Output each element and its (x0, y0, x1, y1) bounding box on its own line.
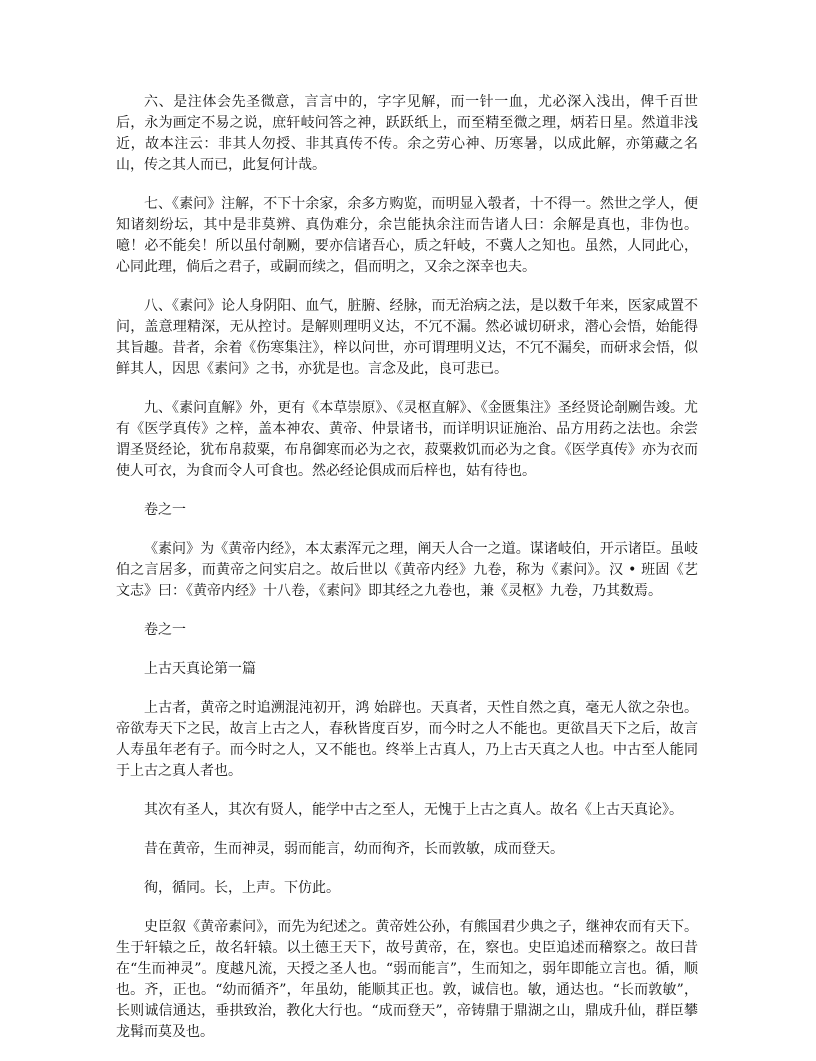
volume-heading-repeat: 卷之一 (144, 622, 186, 638)
paragraph-suwen-intro: 《素问》为《黄帝内经》，本太素浑元之理，阐天人合一之道。谋诸岐伯，开示诸臣。虽岐伯之言居多，而黄帝之问实启之。故后世以《黄帝内经》九卷，称为《素问》。汉 • 班固《艺文志》曰：《黄帝内经》十八卷，《素问》即其经之九卷也，兼《灵枢》九卷，乃其数焉。 (116, 541, 698, 599)
paragraph-note-8: 八、《素问》论人身阴阳、血气，脏腑、经脉，而无治病之法，是以数千年来，医家咸置不问，盖意理精深，无从控讨。是解则理明义达，不冗不漏。然必诚切研求，潜心会悟，始能得其旨趣。昔者，余着《伤寒集注》，梓以问世，亦可谓理明义达，不冗不漏矣，而研求会悟，似鲜其人，因思《素问》之书，亦犹是也。言念及此，良可悲已。 (116, 298, 698, 377)
paragraph-chapter-name: 其次有圣人，其次有贤人，能学中古之至人，无愧于上古之真人。故名《上古天真论》。 (144, 802, 683, 818)
chapter-title: 上古天真论第一篇 (144, 661, 256, 677)
paragraph-commentary: 史臣叙《黄帝素问》，而先为纪述之。黄帝姓公孙，有熊国君少典之子，继神农而有天下。生于轩辕之丘，故名轩辕。以土德王天下，故号黄帝，在，察也。史臣追述而稽察之。故曰昔在“生而神灵”。度越凡流，天授之圣人也。“弱而能言”，生而知之，弱年即能立言也。循，顺也。齐，正也。“幼而循齐”，年虽幼，能顺其正也。敦，诚信也。敏，通达也。“长而敦敏”，长则诚信通达，垂拱致治，教化大行也。“成而登天”，帝铸鼎于鼎湖之山，鼎成升仙，群臣攀龙髯而莫及也。 (116, 919, 698, 1040)
document-page (116, 92, 698, 1061)
paragraph-classic-text: 昔在黄帝，生而神灵，弱而能言，幼而徇齐，长而敦敏，成而登天。 (144, 841, 564, 857)
paragraph-note-6: 六、是注体会先圣微意，言言中的，字字见解，而一针一血，尤必深入浅出，俾千百世后，永为画定不易之说，庶轩岐问答之神，跃跃纸上，而至精至微之理，炳若日星。然道非浅近，故本注云：非其人勿授、非其真传不传。余之劳心神、历寒暑，以成此解，亦第藏之名山，传之其人而已，此复何计哉。 (116, 94, 698, 173)
paragraph-chapter-intro: 上古者，黄帝之时追溯混沌初开，鸿 始辟也。天真者，天性自然之真，毫无人欲之杂也。帝欲寿天下之民，故言上古之人，春秋皆度百岁，而今时之人不能也。更欲昌天下之后，故言人寿虽年老有子。而今时之人，又不能也。终举上古真人，乃上古天真之人也。中古至人能同于上古之真人者也。 (116, 700, 698, 779)
paragraph-pronunciation-note: 徇，循同。长，上声。下仿此。 (144, 880, 340, 896)
paragraph-note-9: 九、《素问直解》外，更有《本草崇原》、《灵枢直解》、《金匮集注》圣经贤论剞劂告竣。尤有《医学真传》之梓，盖本神农、黄帝、仲景诸书，而详明识证施治、品方用药之法也。余尝谓圣贤经论，犹布帛菽粟，布帛御寒而必为之衣，菽粟救饥而必为之食。《医学真传》亦为衣而使人可衣，为食而令人可食也。然必经论俱成而后梓也，姑有待也。 (116, 400, 698, 479)
paragraph-note-7: 七、《素问》注解，不下十余家，余多方购览，而明显入彀者，十不得一。然世之学人，便知诸刻纷坛，其中是非莫辨、真伪难分，余岂能执余注而告诸人曰：余解是真也，非伪也。噫！必不能矣！所以虽付剞劂，要亦信诸吾心，质之轩岐，不冀人之知也。虽然，人同此心，心同此理，倘后之君子，或嗣而续之，倡而明之，又余之深幸也夫。 (116, 196, 698, 275)
volume-heading: 卷之一 (144, 502, 186, 518)
